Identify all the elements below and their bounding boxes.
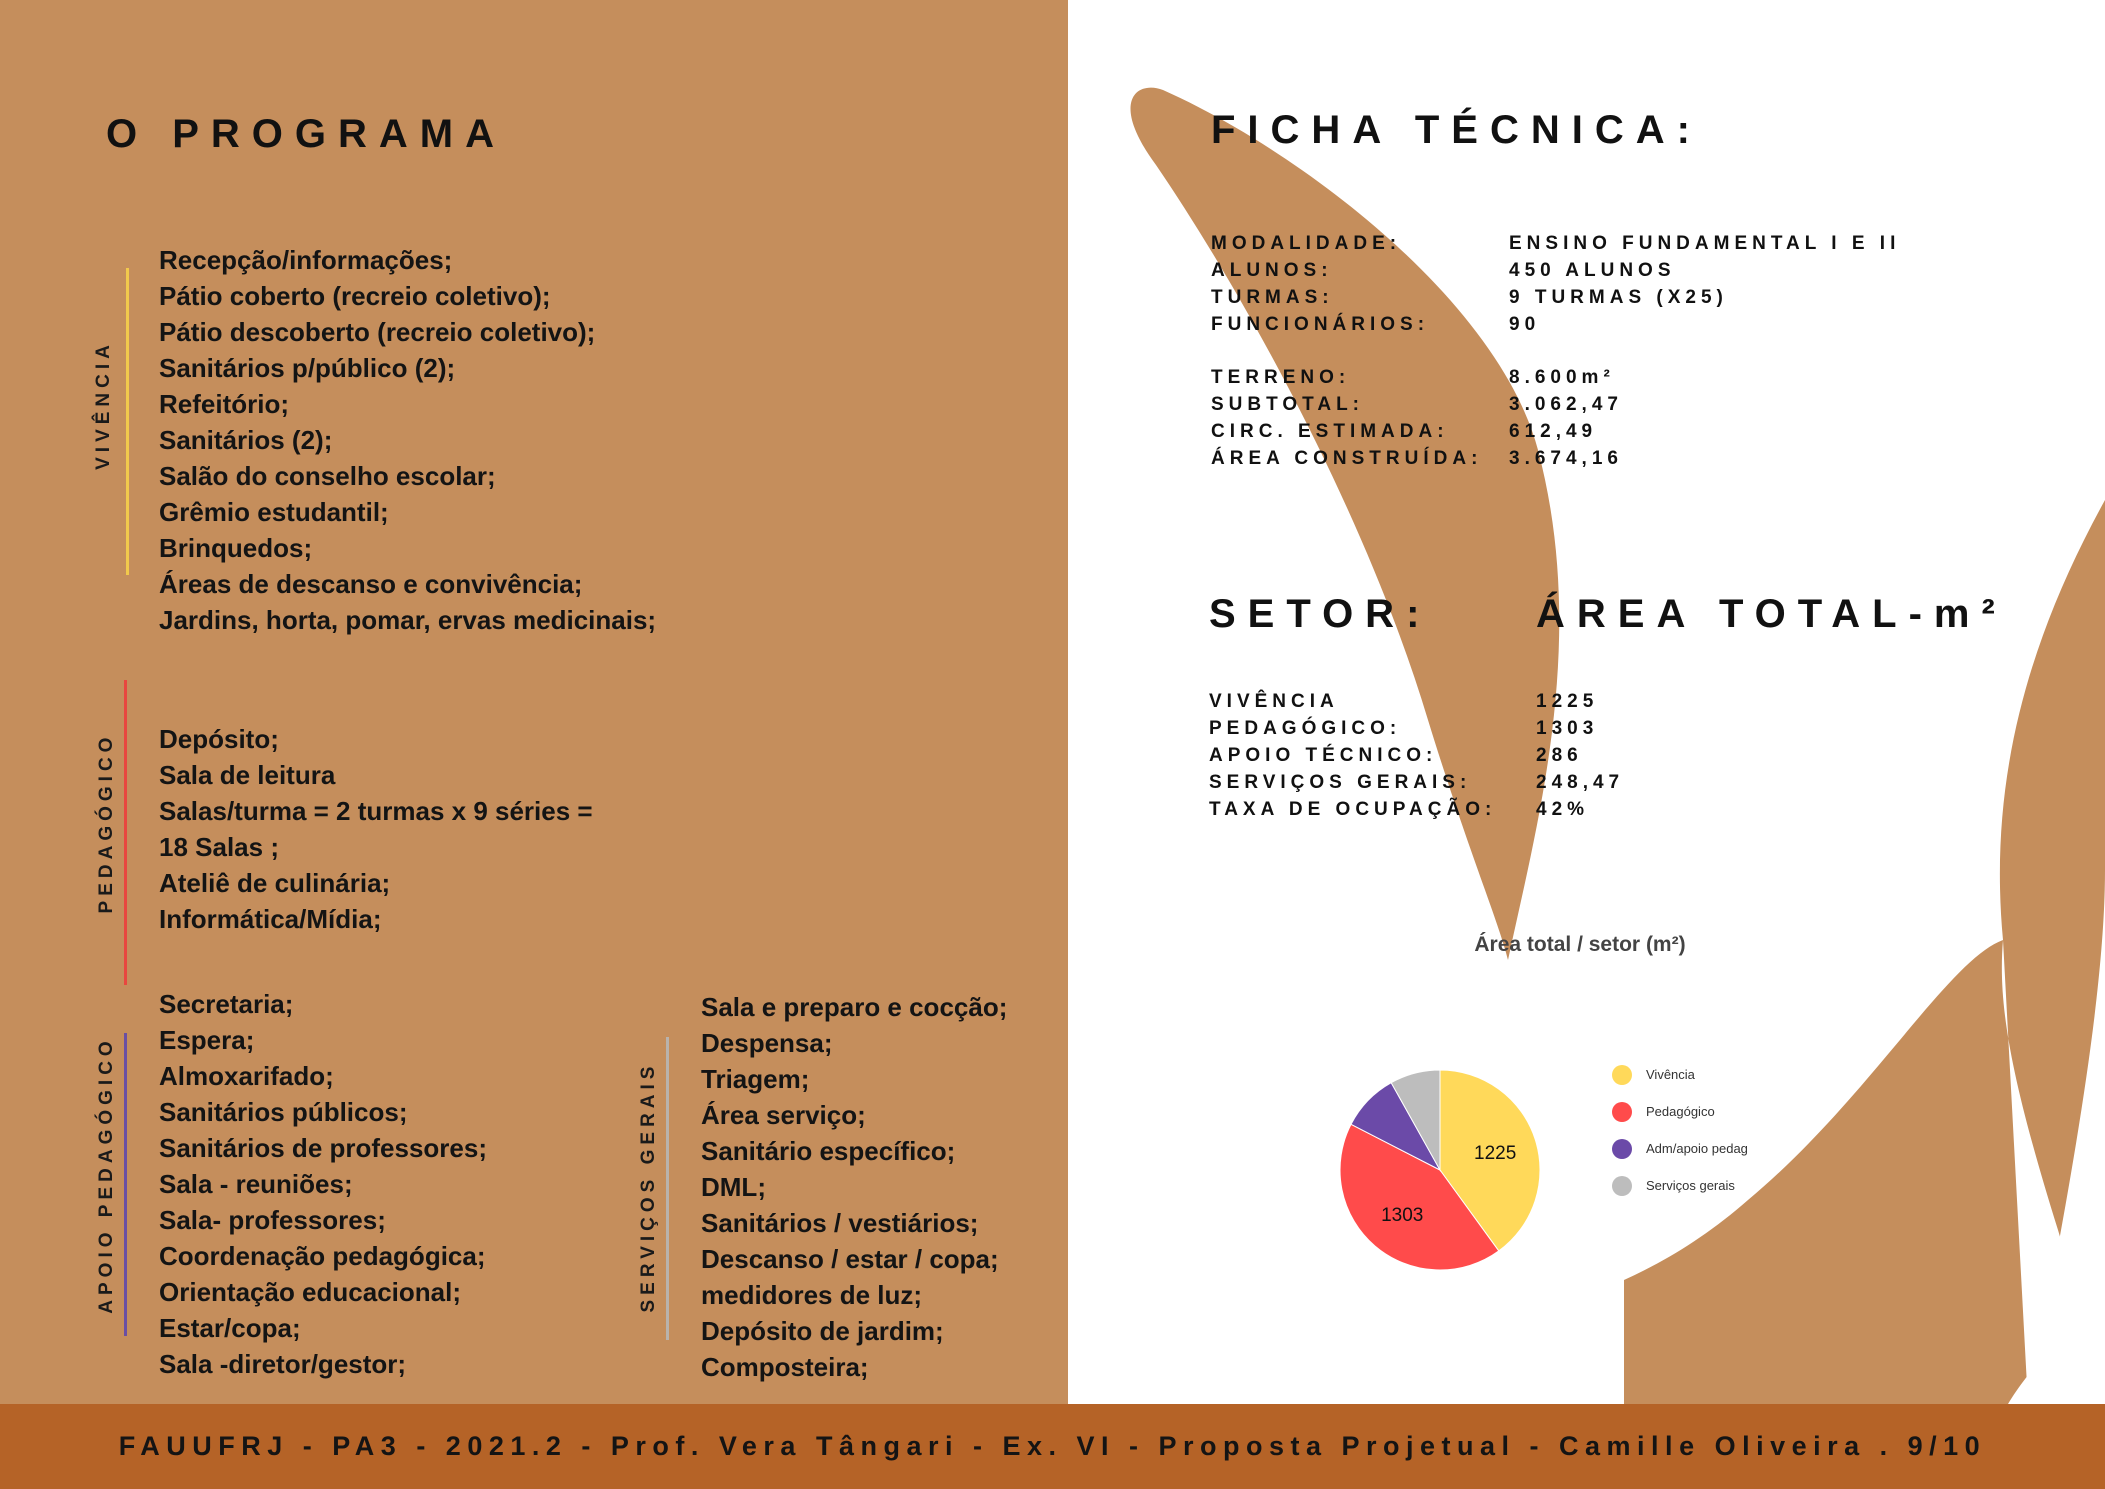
- list-item: Pátio coberto (recreio coletivo);: [159, 281, 551, 311]
- footer-text: FAUUFRJ - PA3 - 2021.2 - Prof. Vera Tângari - Ex. VI - Proposta Projetual - Camille Oliveira . 9/10: [118, 1431, 1987, 1461]
- chart-legend: [1612, 1056, 1748, 1204]
- list-item: Depósito de jardim;: [701, 1316, 944, 1346]
- ficha-value: 450 ALUNOS: [1509, 260, 1676, 281]
- setor-label: VIVÊNCIA: [1209, 691, 1339, 712]
- list-item: Recepção/informações;: [159, 245, 453, 275]
- list-item: Depósito;: [159, 724, 279, 754]
- setor-label: APOIO TÉCNICO:: [1209, 745, 1438, 766]
- ficha-label: TURMAS:: [1211, 287, 1334, 308]
- ficha-label: ÁREA CONSTRUÍDA:: [1211, 448, 1483, 469]
- setor-title: SETOR:: [1209, 592, 1432, 636]
- setor-value: 1225: [1536, 691, 1599, 712]
- list-item: Sanitários p/público (2);: [159, 353, 456, 383]
- list-item: Secretaria;: [159, 989, 294, 1019]
- pedagogico-list: [159, 721, 593, 937]
- list-item: Espera;: [159, 1025, 255, 1055]
- setor-value: 1303: [1536, 718, 1599, 739]
- vivencia-label: VIVÊNCIA: [93, 340, 114, 470]
- setor-table: [1209, 690, 1624, 821]
- apoio-label: APOIO PEDAGÓGICO: [96, 1036, 117, 1314]
- ficha-value: 612,49: [1509, 421, 1598, 442]
- legend-entry: [1612, 1093, 1748, 1130]
- list-item: Informática/Mídia;: [159, 904, 382, 934]
- ficha-value: 8.600m²: [1509, 367, 1615, 388]
- list-item: DML;: [701, 1172, 766, 1202]
- footer: [0, 1404, 2105, 1489]
- setor-value: 286: [1536, 745, 1583, 766]
- legend-entry: [1612, 1130, 1748, 1167]
- ficha-label: CIRC. ESTIMADA:: [1211, 421, 1449, 442]
- setor-label: TAXA DE OCUPAÇÃO:: [1209, 799, 1497, 820]
- setor-value: 248,47: [1536, 772, 1625, 793]
- list-item: Áreas de descanso e convivência;: [159, 569, 583, 599]
- list-item: Descanso / estar / copa;: [701, 1244, 999, 1274]
- vivencia-list: [159, 242, 656, 638]
- legend-label: Pedagógico: [1646, 1104, 1715, 1119]
- legend-label: Serviços gerais: [1646, 1178, 1735, 1193]
- list-item: Sala - reuniões;: [159, 1169, 353, 1199]
- ficha-label: SUBTOTAL:: [1211, 394, 1365, 415]
- pie-data-label: 1303: [1381, 1205, 1424, 1227]
- list-item: Sanitários (2);: [159, 425, 333, 455]
- ficha-table: [1211, 232, 1900, 470]
- ficha-value: 90: [1509, 314, 1541, 335]
- list-item: Estar/copa;: [159, 1313, 301, 1343]
- ficha-value: ENSINO FUNDAMENTAL I E II: [1509, 233, 1901, 254]
- list-item: Sala -diretor/gestor;: [159, 1349, 407, 1379]
- legend-label: Adm/apoio pedag: [1646, 1141, 1748, 1156]
- ficha-label: MODALIDADE:: [1211, 233, 1402, 254]
- programa-title: O PROGRAMA: [106, 112, 506, 156]
- list-item: Jardins, horta, pomar, ervas medicinais;: [159, 605, 657, 635]
- list-item: medidores de luz;: [701, 1280, 923, 1310]
- ficha-value: 3.062,47: [1509, 394, 1623, 415]
- list-item: Composteira;: [701, 1352, 869, 1382]
- list-item: Brinquedos;: [159, 533, 313, 563]
- list-item: 18 Salas ;: [159, 832, 279, 862]
- ficha-label: TERRENO:: [1211, 367, 1351, 388]
- vivencia-bar: [126, 268, 129, 575]
- ficha-value: 3.674,16: [1509, 448, 1623, 469]
- apoio-bar: [124, 1033, 127, 1336]
- setor-area-title: ÁREA TOTAL-m²: [1536, 592, 2007, 636]
- legend-swatch: [1612, 1065, 1632, 1085]
- ficha-title: FICHA TÉCNICA:: [1211, 108, 1702, 152]
- list-item: Grêmio estudantil;: [159, 497, 389, 527]
- spacer: [1509, 340, 1900, 362]
- list-item: Triagem;: [701, 1064, 810, 1094]
- apoio-list: [159, 986, 487, 1382]
- legend-entry: [1612, 1056, 1748, 1093]
- setor-value: 42%: [1536, 799, 1590, 820]
- list-item: Sala- professores;: [159, 1205, 386, 1235]
- servicos-list: [701, 989, 1007, 1385]
- list-item: Refeitório;: [159, 389, 289, 419]
- list-item: Salão do conselho escolar;: [159, 461, 496, 491]
- spacer: [1211, 340, 1509, 362]
- servicos-bar: [666, 1037, 669, 1340]
- legend-swatch: [1612, 1176, 1632, 1196]
- legend-entry: [1612, 1167, 1748, 1204]
- pie-data-label: 1225: [1474, 1143, 1517, 1165]
- setor-label: PEDAGÓGICO:: [1209, 718, 1402, 739]
- list-item: Sanitários / vestiários;: [701, 1208, 979, 1238]
- pedagogico-bar: [124, 680, 127, 985]
- list-item: Sala de leitura: [159, 760, 336, 790]
- legend-swatch: [1612, 1102, 1632, 1122]
- list-item: Pátio descoberto (recreio coletivo);: [159, 317, 596, 347]
- list-item: Almoxarifado;: [159, 1061, 334, 1091]
- list-item: Área serviço;: [701, 1100, 866, 1130]
- list-item: Coordenação pedagógica;: [159, 1241, 486, 1271]
- list-item: Despensa;: [701, 1028, 833, 1058]
- pedagogico-label: PEDAGÓGICO: [96, 732, 117, 914]
- pie-chart: [1320, 1050, 1560, 1290]
- list-item: Sanitários de professores;: [159, 1133, 487, 1163]
- list-item: Sanitários públicos;: [159, 1097, 408, 1127]
- list-item: Sala e preparo e cocção;: [701, 992, 1008, 1022]
- ficha-label: ALUNOS:: [1211, 260, 1333, 281]
- list-item: Sanitário específico;: [701, 1136, 956, 1166]
- list-item: Salas/turma = 2 turmas x 9 séries =: [159, 796, 593, 826]
- ficha-label: FUNCIONÁRIOS:: [1211, 314, 1430, 335]
- legend-swatch: [1612, 1139, 1632, 1159]
- setor-label: SERVIÇOS GERAIS:: [1209, 772, 1472, 793]
- legend-label: Vivência: [1646, 1067, 1695, 1082]
- list-item: Orientação educacional;: [159, 1277, 461, 1307]
- list-item: Ateliê de culinária;: [159, 868, 391, 898]
- chart-title: Área total / setor (m²): [1474, 933, 1686, 956]
- ficha-value: 9 TURMAS (X25): [1509, 287, 1728, 308]
- servicos-label: SERVIÇOS GERAIS: [638, 1061, 659, 1313]
